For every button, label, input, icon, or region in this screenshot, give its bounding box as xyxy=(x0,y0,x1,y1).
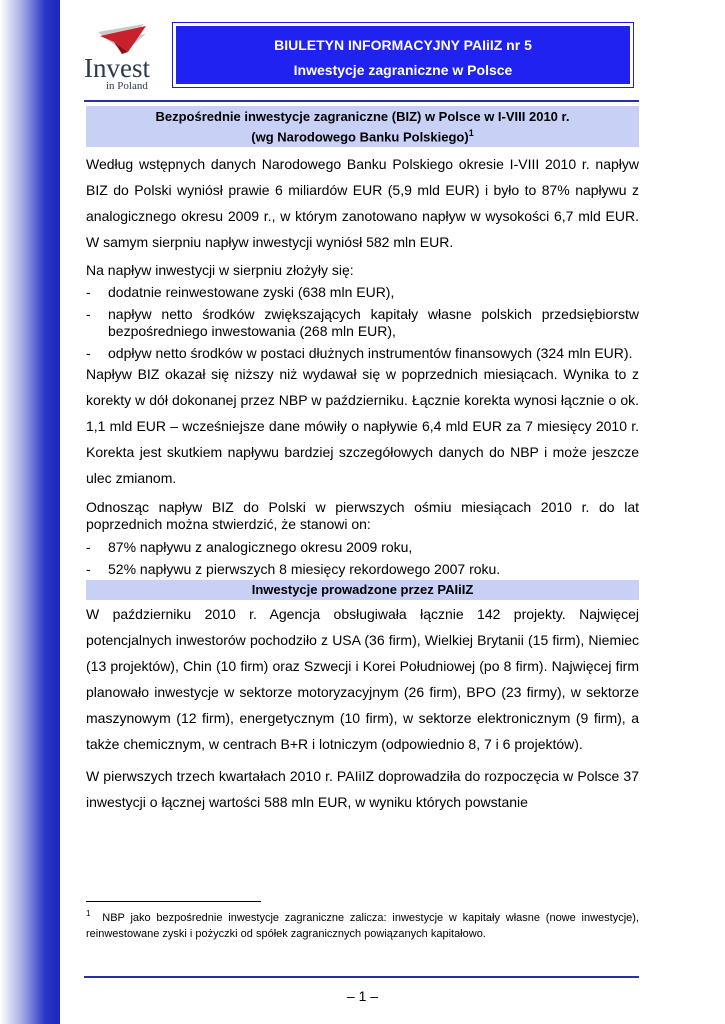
list-item: - 52% napływu z pierwszych 8 miesięcy rekordowego 2007 roku. xyxy=(86,561,639,578)
logo-word: Invest xyxy=(84,53,150,83)
list-item: - dodatnie reinwestowane zyski (638 mln EUR), xyxy=(86,284,639,301)
list-item: - 87% napływu z analogicznego okresu 2009 roku, xyxy=(86,539,639,556)
footnote-reference: 1 xyxy=(468,128,474,138)
list-item: - odpływ netto środków w postaci dłużnych instrumentów finansowych (324 mln EUR). xyxy=(86,345,639,362)
footnote xyxy=(86,906,639,942)
header-divider xyxy=(84,100,639,102)
comparison-list xyxy=(86,539,639,578)
footer-divider xyxy=(84,976,639,978)
paragraph-biz-summary: Według wstępnych danych Narodowego Banku Polskiego okresie I-VIII 2010 r. napływ BIZ do Polski wyniósł prawie 6 miliardów EUR (5,9 mld EUR) i było to 87% napływu z analogicznego okresu 2009 r., w którym zanotowano napływ w wysokości 6,7 mld EUR. W samym sierpniu napływ inwestycji wyniósł 582 mln EUR. xyxy=(86,156,639,251)
paragraph-october-projects: W październiku 2010 r. Agencja obsługiwała łącznie 142 projekty. Najwięcej potencjalnych inwestorów pochodziło z USA (36 firm), Wielkiej Brytanii (15 firm), Niemiec (13 projektów), Chin (10 firm) oraz Szwecji i Korei Południowej (po 8 firm). Najwięcej firm planowało inwestycje w sektorze motoryzacyjnym (26 firm), BPO (23 firmy), w sektorze maszynowym (12 firm), energetycznym (10 firm), w sektorze elektronicznym (9 firm), a także chemicznym, w centrach B+R i lotniczym (odpowiednio 8, 7 i 6 projektów). xyxy=(86,606,639,753)
bulletin-header-fill xyxy=(176,26,630,84)
paragraph-august-intro: Na napływ inwestycji w sierpniu złożyły się: xyxy=(86,262,354,279)
logo-subtitle: in Poland xyxy=(106,80,148,92)
page-number: – 1 – xyxy=(346,988,379,1004)
section-heading-line2-wrap xyxy=(86,125,639,145)
list-item: - napływ netto środków zwiększających kapitały własne polskich przedsiębiorstw bezpośredniego inwestowania (268 mln EUR), xyxy=(86,306,639,340)
document-body xyxy=(86,106,639,815)
footnote-text: NBP jako bezpośrednie inwestycje zagraniczne zalicza: inwestycje w kapitały własne (nowe inwestycje), reinwestowane zyski i pożyczki od spółek zagranicznych powiązanych kapitałowo. xyxy=(86,911,639,940)
bulletin-subtitle: Inwestycje zagraniczne w Polsce xyxy=(293,62,513,78)
paragraph-comparison-intro: Odnosząc napływ BIZ do Polski w pierwszych ośmiu miesiącach 2010 r. do lat poprzednich można stwierdzić, że stanowi on: xyxy=(86,499,639,533)
paragraph-q1-q3-investments: W pierwszych trzech kwartałach 2010 r. PAIiIZ doprowadziła do rozpoczęcia w Polsce 37 inwestycji o łącznej wartości 588 mln EUR, w wyniku których powstanie xyxy=(86,768,639,811)
paragraph-correction: Napływ BIZ okazał się niższy niż wydawał się w poprzednich miesiącach. Wynika to z korekty w dół dokonanej przez NBP w październiku. Łącznie korekta wynosi łącznie o ok. 1,1 mld EUR – wcześniejsze dane mówiły o napływie 6,4 mld EUR za 7 miesięcy 2010 r. Korekta jest skutkiem napływu bardziej szczegółowych danych do NBP i może jeszcze ulec zmianom. xyxy=(86,366,639,487)
section-heading-paiiiz: Inwestycje prowadzone przez PAIiIZ xyxy=(86,580,639,600)
section-heading-line2: (wg Narodowego Banku Polskiego) xyxy=(251,129,469,145)
section-heading-biz xyxy=(86,106,639,147)
section-heading-line1: Bezpośrednie inwestycje zagraniczne (BIZ) w Polsce w I-VIII 2010 r. xyxy=(155,109,570,124)
invest-in-poland-logo xyxy=(84,22,168,94)
decorative-sidebar xyxy=(0,0,60,1024)
bulletin-title: BIULETYN INFORMACYJNY PAIiIZ nr 5 xyxy=(274,37,532,53)
bulletin-header xyxy=(172,22,634,88)
august-components-list xyxy=(86,284,639,362)
footnote-marker: 1 xyxy=(86,909,91,918)
footnote-divider xyxy=(86,901,261,902)
